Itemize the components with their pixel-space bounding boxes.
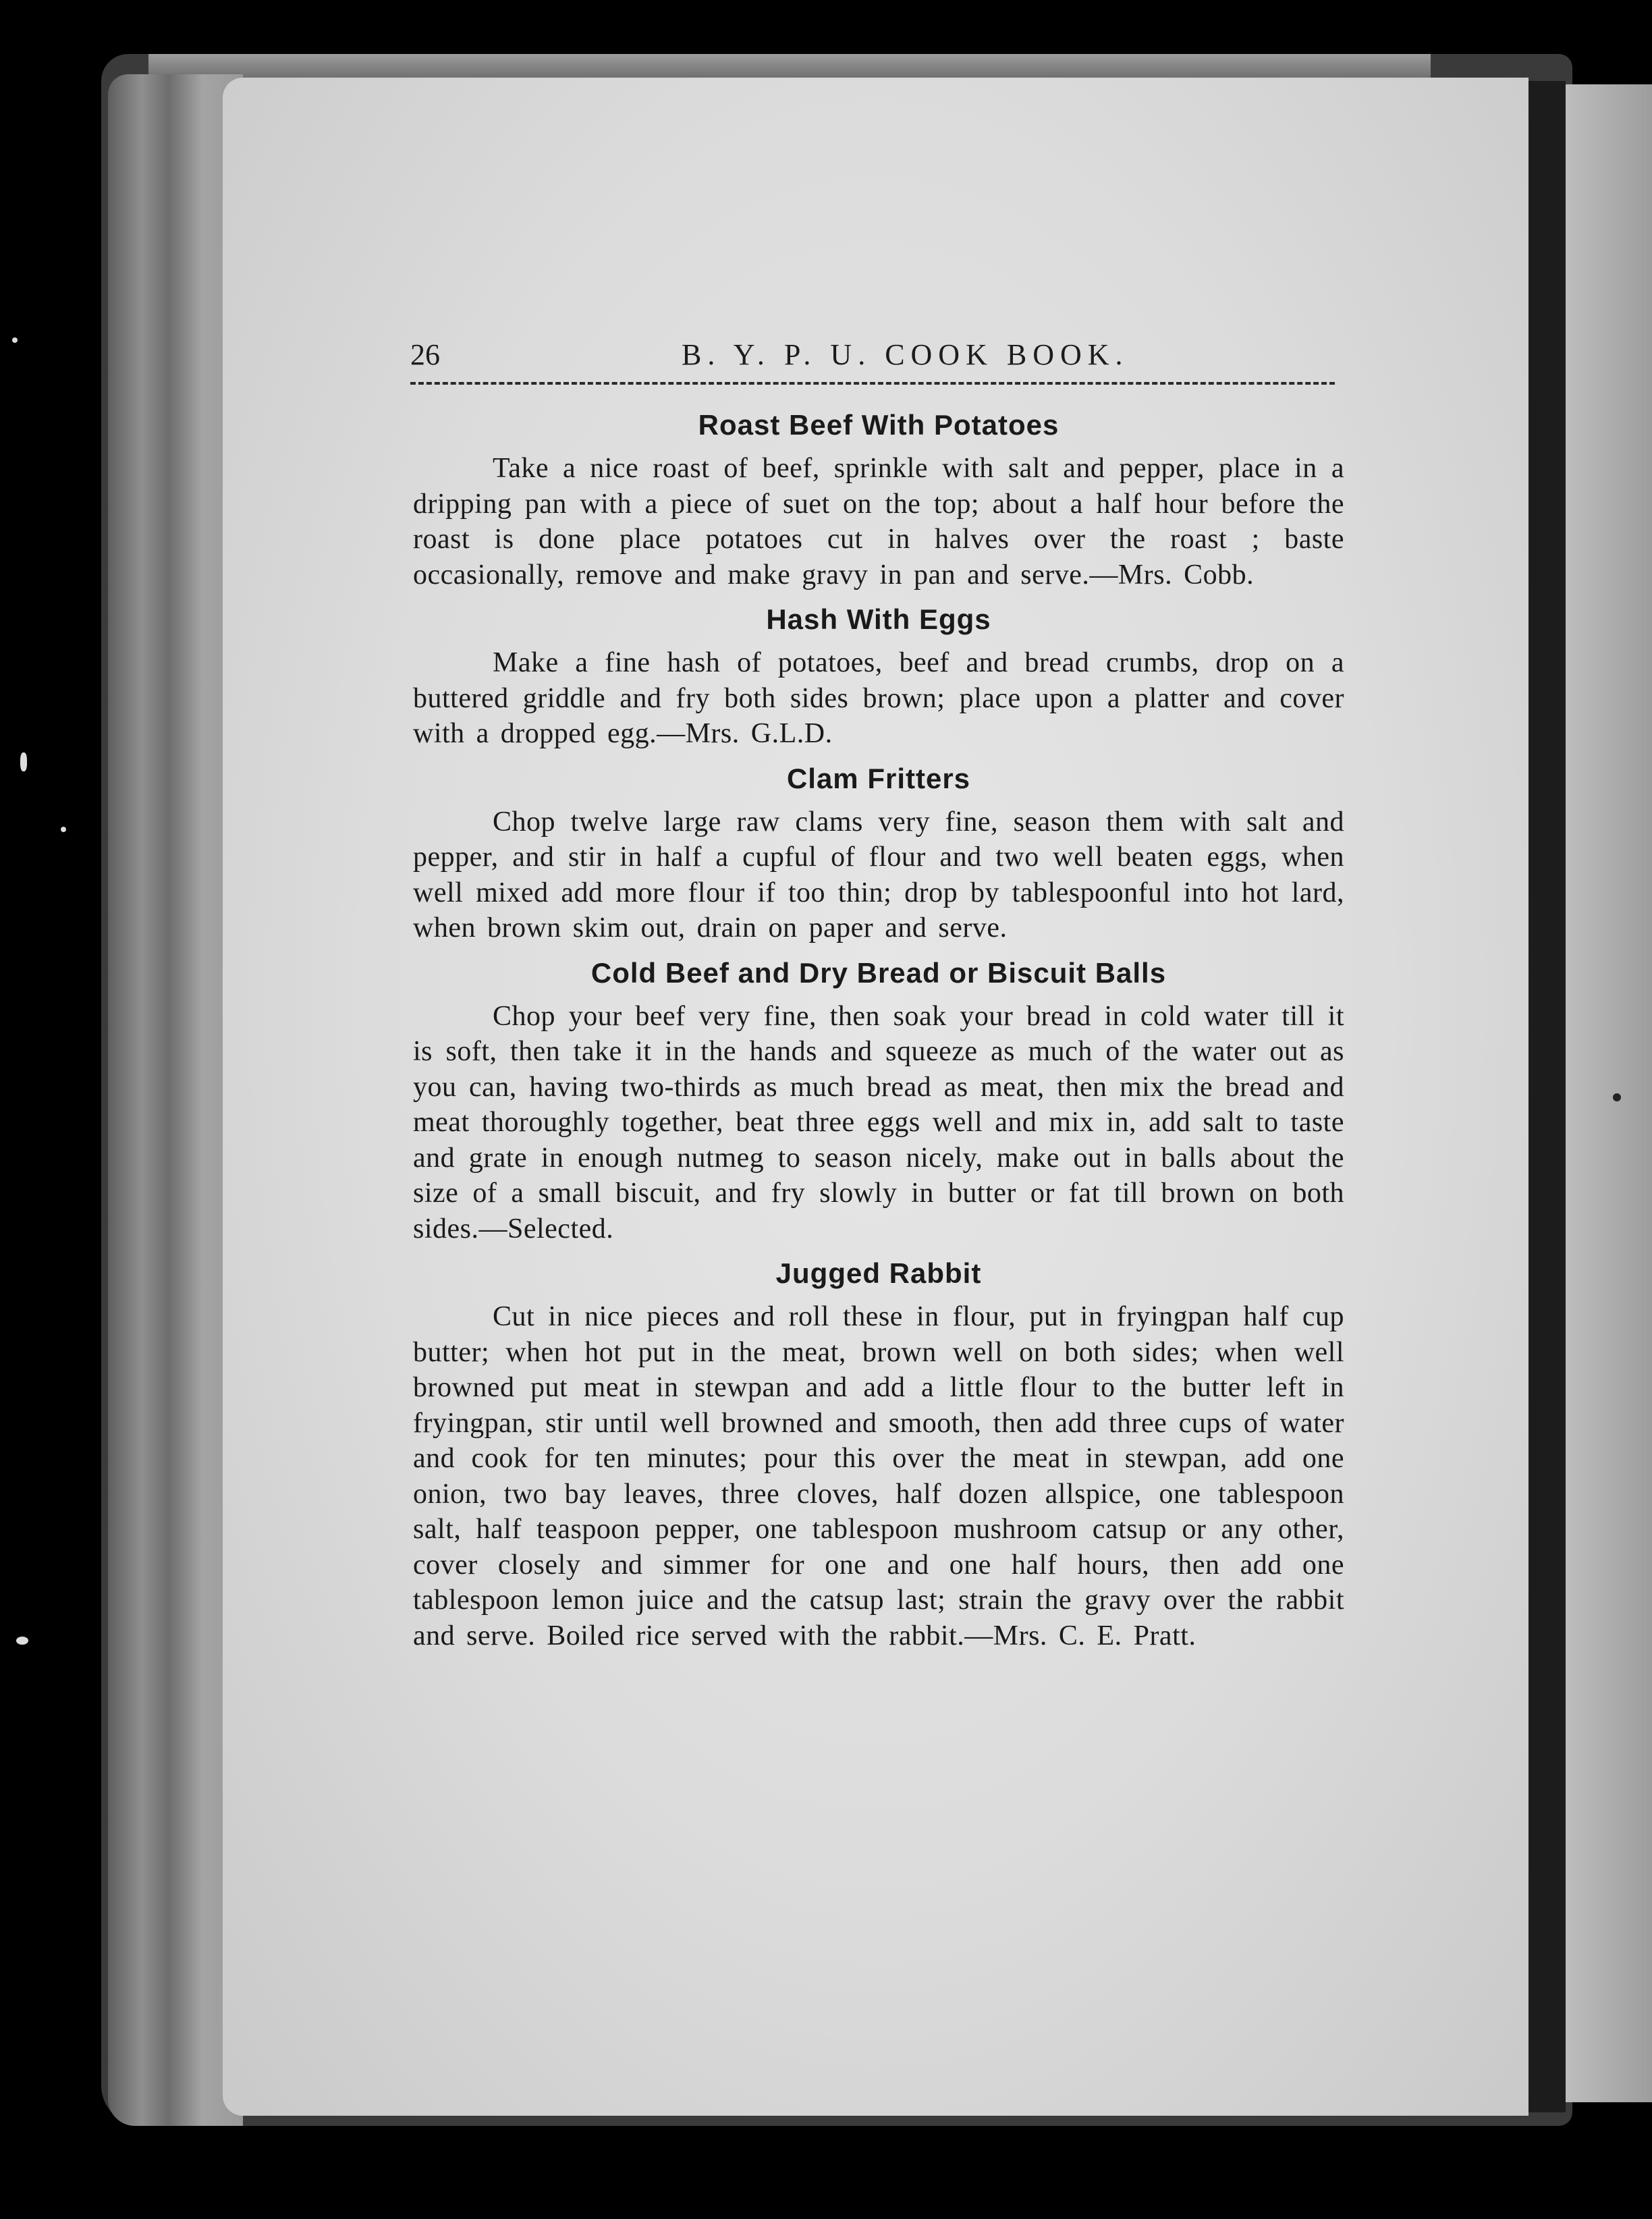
scan-speck: [1613, 1093, 1621, 1101]
recipe-text: Make a fine hash of potatoes, beef and bread crumbs, drop on a buttered griddle and fry both sides brown; place upon a platter and cover with a dropped egg.—Mrs. G.L.D.: [413, 647, 1344, 749]
scan-speck: [12, 337, 18, 343]
facing-page-edge: [1566, 84, 1652, 2102]
page-content: [413, 405, 1344, 1660]
header-rule: [410, 382, 1335, 385]
recipe-title: Roast Beef With Potatoes: [698, 409, 1059, 441]
book-top-edge: [148, 54, 1431, 81]
recipe-text: Cut in nice pieces and roll these in flour, put in fryingpan half cup butter; when hot put in the meat, brown well on both sides; when well browned put meat in stewpan and add a little flour to the butter left in fryingpan, stir until well browned and smooth, then add three cups of water and cook for ten minutes; pour this over the meat in stewpan, add one onion, two bay leaves, three cloves, half dozen allspice, one tablespoon salt, half teaspoon pepper, one tablespoon mushroom catsup or any other, cover closely and simmer for one and one half hours, then add one tablespoon lemon juice and the catsup last; strain the gravy over the rabbit and serve. Boiled rice served with the rabbit.—Mrs. C. E. Pratt.: [413, 1301, 1344, 1651]
scan-speck: [16, 1637, 28, 1645]
recipe-text: Chop your beef very fine, then soak your bread in cold water till it is soft, then take it in the hands and squeeze as much of the water out as you can, having two-thirds as much bread as meat, then mix the bread and meat thoroughly together, beat three eggs well and mix in, add salt to taste and grate in enough nutmeg to season nicely, make out in balls about the size of a small biscuit, and fry slowly in butter or fat till brown on both sides.—Selected.: [413, 1000, 1344, 1244]
scan-speck: [61, 827, 66, 832]
recipe-hash-with-eggs: [413, 599, 1344, 752]
scan-speck: [20, 752, 27, 771]
recipe-title: Clam Fritters: [786, 762, 971, 794]
recipe-title: Cold Beef and Dry Bread or Biscuit Balls: [590, 956, 1167, 989]
recipe-clam-fritters: [413, 759, 1344, 946]
recipe-text: Take a nice roast of beef, sprinkle with salt and pepper, place in a dripping pan with a piece of suet on the top; about a half hour before the roast is done place potatoes cut in halves over the roast ; baste occasionally, remove and make gravy in pan and serve.—Mrs. Cobb.: [413, 453, 1344, 591]
recipe-text: Chop twelve large raw clams very fine, season them with salt and pepper, and stir in half a cupful of flour and two well beaten eggs, when well mixed add more flour if too thin; drop by tablespoonful into hot lard, when brown skim out, drain on paper and serve.: [413, 806, 1344, 943]
page-number: 26: [410, 338, 440, 371]
page-gutter: [1529, 81, 1566, 2112]
recipe-title: Jugged Rabbit: [775, 1257, 982, 1289]
recipe-roast-beef: [413, 405, 1344, 593]
recipe-cold-beef-balls: [413, 953, 1344, 1247]
recipe-title: Hash With Eggs: [766, 603, 991, 635]
recipe-jugged-rabbit: [413, 1253, 1344, 1653]
running-title: B. Y. P. U. COOK BOOK.: [682, 338, 1129, 371]
